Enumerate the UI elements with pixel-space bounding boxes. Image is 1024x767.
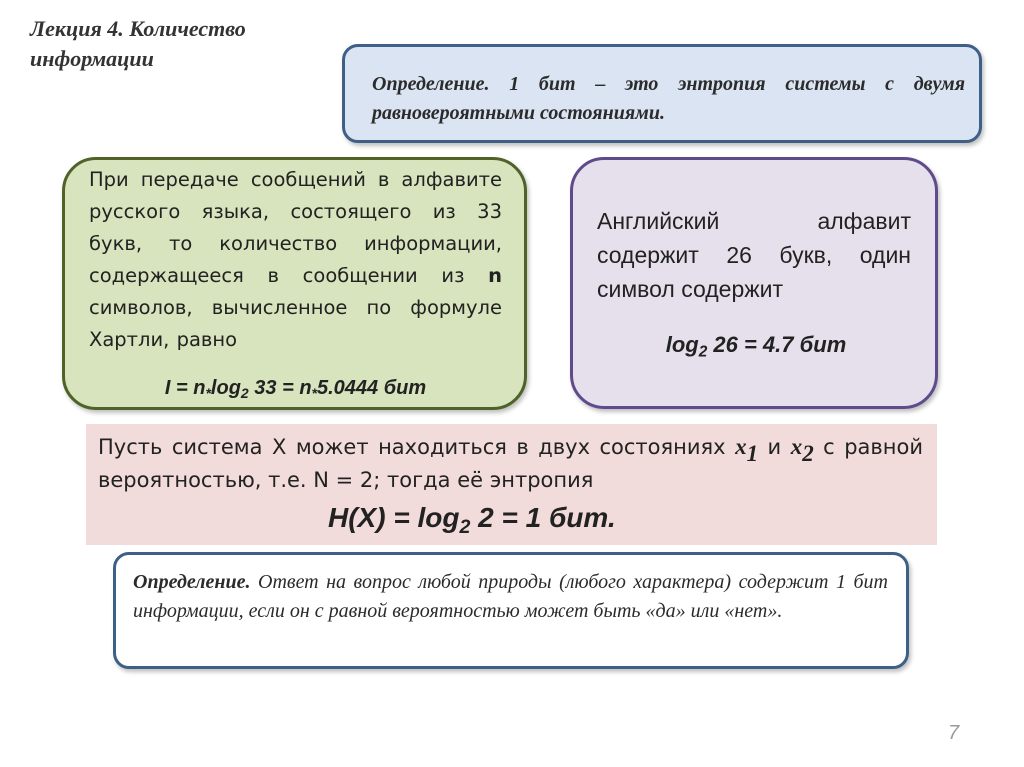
definition-lead: Определение. — [133, 571, 251, 593]
entropy-formula — [98, 501, 923, 538]
entropy-example-band — [86, 424, 937, 545]
entropy-text-part1: Пусть система X может находиться в двух состояниях — [98, 435, 736, 459]
formula-subscript: 2 — [240, 385, 249, 402]
entropy-text-part2: с равной вероятностью, т.е. N = 2; тогда её энтропия — [98, 435, 924, 492]
formula-multiply: * — [311, 385, 317, 402]
formula-subscript: 2 — [459, 515, 471, 538]
page-number: 7 — [948, 722, 960, 744]
symbol-count-n: n — [488, 264, 502, 287]
formula-part: 2 = 1 бит. — [470, 502, 616, 533]
formula-part: log — [210, 377, 241, 399]
definition-answer-box — [113, 552, 909, 669]
formula-multiply: * — [205, 385, 211, 402]
english-alphabet-text: Английский алфавит содержит 26 букв, один символ содержит — [597, 208, 911, 302]
definition-bit-box — [342, 44, 982, 143]
english-alphabet-formula — [597, 328, 911, 362]
hartley-formula — [89, 372, 502, 404]
state-x1-subscript: 1 — [746, 440, 759, 466]
conjunction: и — [758, 435, 791, 459]
english-alphabet-box — [570, 157, 938, 409]
definition-bit-text: Определение. 1 бит – это энтропия системы с двумя равновероятными состояниями. — [372, 73, 965, 124]
state-x1: x — [735, 434, 747, 459]
russian-alphabet-box — [62, 157, 527, 410]
slide-title: Лекция 4. Количество информации — [30, 16, 246, 71]
formula-part: 26 = 4.7 бит — [707, 332, 847, 357]
russian-alphabet-text — [89, 164, 502, 356]
state-x2: x — [790, 434, 803, 459]
state-x2-subscript: 2 — [802, 440, 814, 466]
formula-part: H(X) = log — [328, 502, 460, 533]
formula-part: 33 = n — [248, 377, 312, 399]
entropy-example-text — [98, 430, 923, 497]
russian-alphabet-text-part2: символов, вычисленное по формуле Хартли, равно — [89, 296, 502, 351]
definition-answer-text: Ответ на вопрос любой природы (любого характера) содержит 1 бит информации, если он с равной вероятностью может быть «да» или «нет». — [133, 571, 888, 622]
formula-part: I = n — [164, 377, 206, 399]
russian-alphabet-text-part1: При передаче сообщений в алфавите русского языка, состоящего из 33 букв, то количество информации, содержащееся в сообщении из — [89, 168, 502, 287]
formula-part: 5.0444 бит — [316, 377, 427, 399]
formula-part: log — [665, 332, 699, 357]
formula-subscript: 2 — [698, 343, 708, 361]
